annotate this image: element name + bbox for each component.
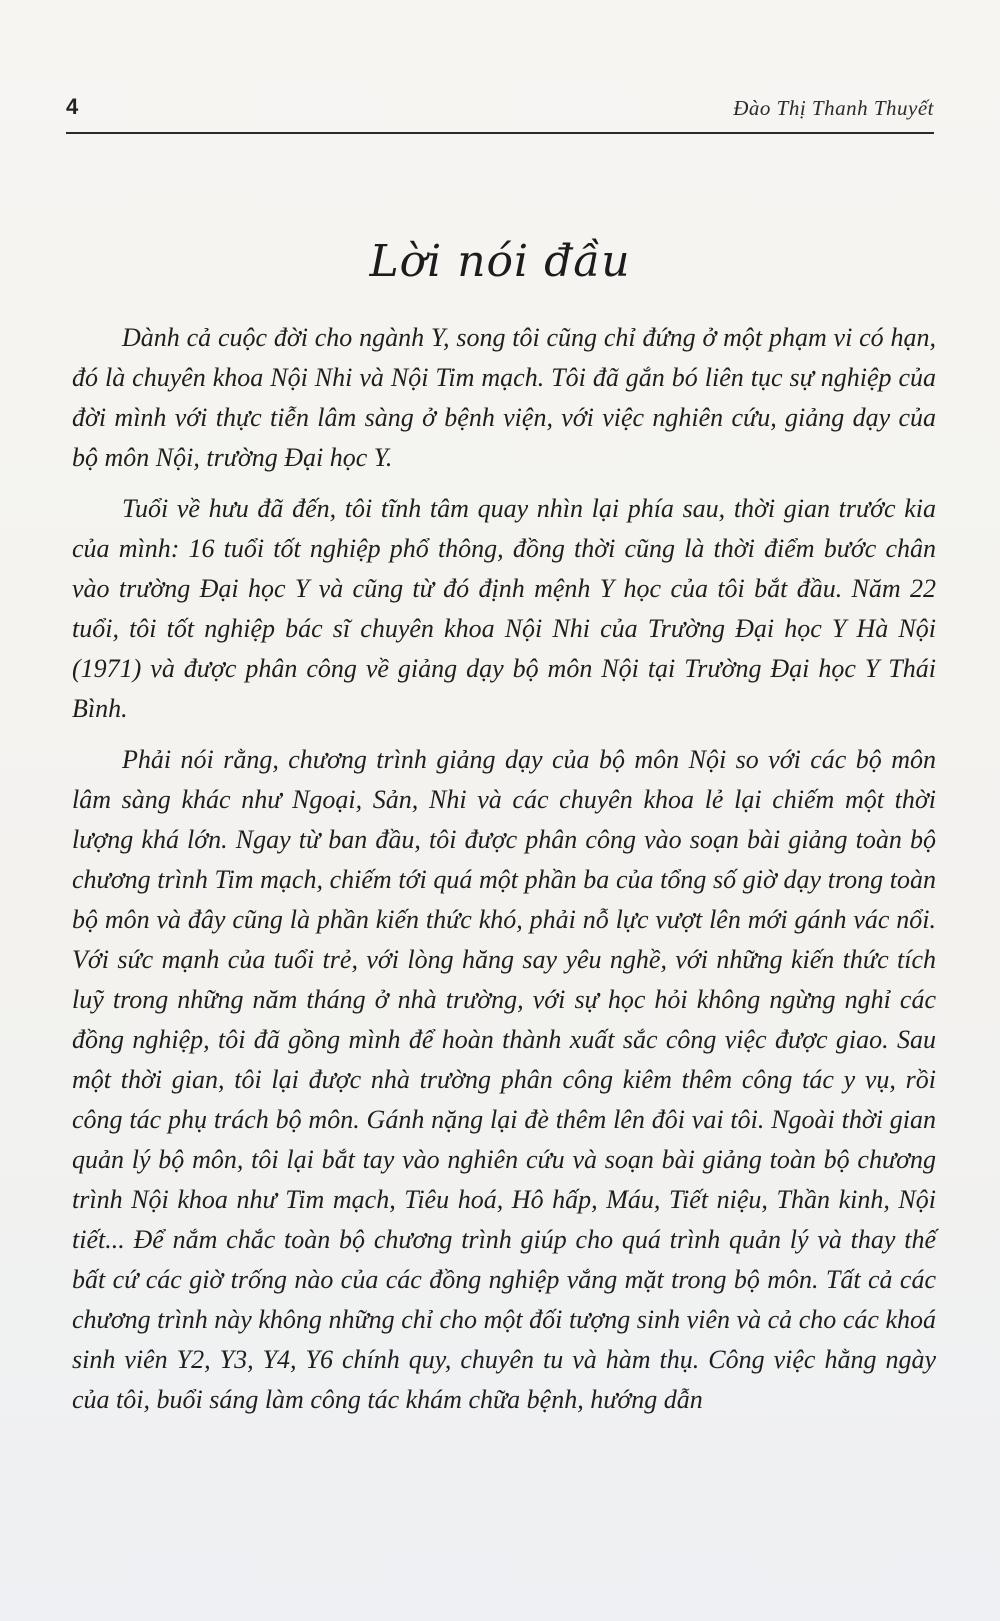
page-number: 4 [66,94,79,119]
running-header [66,92,934,134]
author-name: Đào Thị Thanh Thuyết [733,96,934,120]
chapter-title: Lời nói đầu [369,236,631,287]
paragraph: Tuổi về hưu đã đến, tôi tĩnh tâm quay nhìn lại phía sau, thời gian trước kia của mình: 16 tuổi tốt nghiệp phổ thông, đồng thời cũng là thời điểm bước chân vào trường Đại học Y và cũng từ đó định mệnh Y học của tôi bắt đầu. Năm 22 tuổi, tôi tốt nghiệp bác sĩ chuyên khoa Nội Nhi của Trường Đại học Y Hà Nội (1971) và được phân công về giảng dạy bộ môn Nội tại Trường Đại học Y Thái Bình. [72,494,936,723]
body-text [72,318,936,1431]
paragraph: Phải nói rằng, chương trình giảng dạy của bộ môn Nội so với các bộ môn lâm sàng khác như Ngoại, Sản, Nhi và các chuyên khoa lẻ lại chiếm một thời lượng khá lớn. Ngay từ ban đầu, tôi được phân công vào soạn bài giảng toàn bộ chương trình Tim mạch, chiếm tới quá một phần ba của tổng số giờ dạy trong toàn bộ môn và đây cũng là phần kiến thức khó, phải nỗ lực vượt lên mới gánh vác nổi. Với sức mạnh của tuổi trẻ, với lòng hăng say yêu nghề, với những kiến thức tích luỹ trong những năm tháng ở nhà trường, với sự học hỏi không ngừng nghỉ các đồng nghiệp, tôi đã gồng mình để hoàn thành xuất sắc công việc được giao. Sau một thời gian, tôi lại được nhà trường phân công kiêm thêm công tác y vụ, rồi công tác phụ trách bộ môn. Gánh nặng lại đè thêm lên đôi vai tôi. Ngoài thời gian quản lý bộ môn, tôi lại bắt tay vào nghiên cứu và soạn bài giảng toàn bộ chương trình Nội khoa như Tim mạch, Tiêu hoá, Hô hấp, Máu, Tiết niệu, Thần kinh, Nội tiết... Để nắm chắc toàn bộ chương trình giúp cho quá trình quản lý và thay thế bất cứ các giờ trống nào của các đồng nghiệp vắng mặt trong bộ môn. Tất cả các chương trình này không những chỉ cho một đối tượng sinh viên và cả cho các khoá sinh viên Y2, Y3, Y4, Y6 chính quy, chuyên tu và hàm thụ. Công việc hằng ngày của tôi, buổi sáng làm công tác khám chữa bệnh, hướng dẫn [72,745,936,1414]
paragraph: Dành cả cuộc đời cho ngành Y, song tôi cũng chỉ đứng ở một phạm vi có hạn, đó là chuyên khoa Nội Nhi và Nội Tim mạch. Tôi đã gắn bó liên tục sự nghiệp của đời mình với thực tiễn lâm sàng ở bệnh viện, với việc nghiên cứu, giảng dạy của bộ môn Nội, trường Đại học Y. [72,323,936,472]
